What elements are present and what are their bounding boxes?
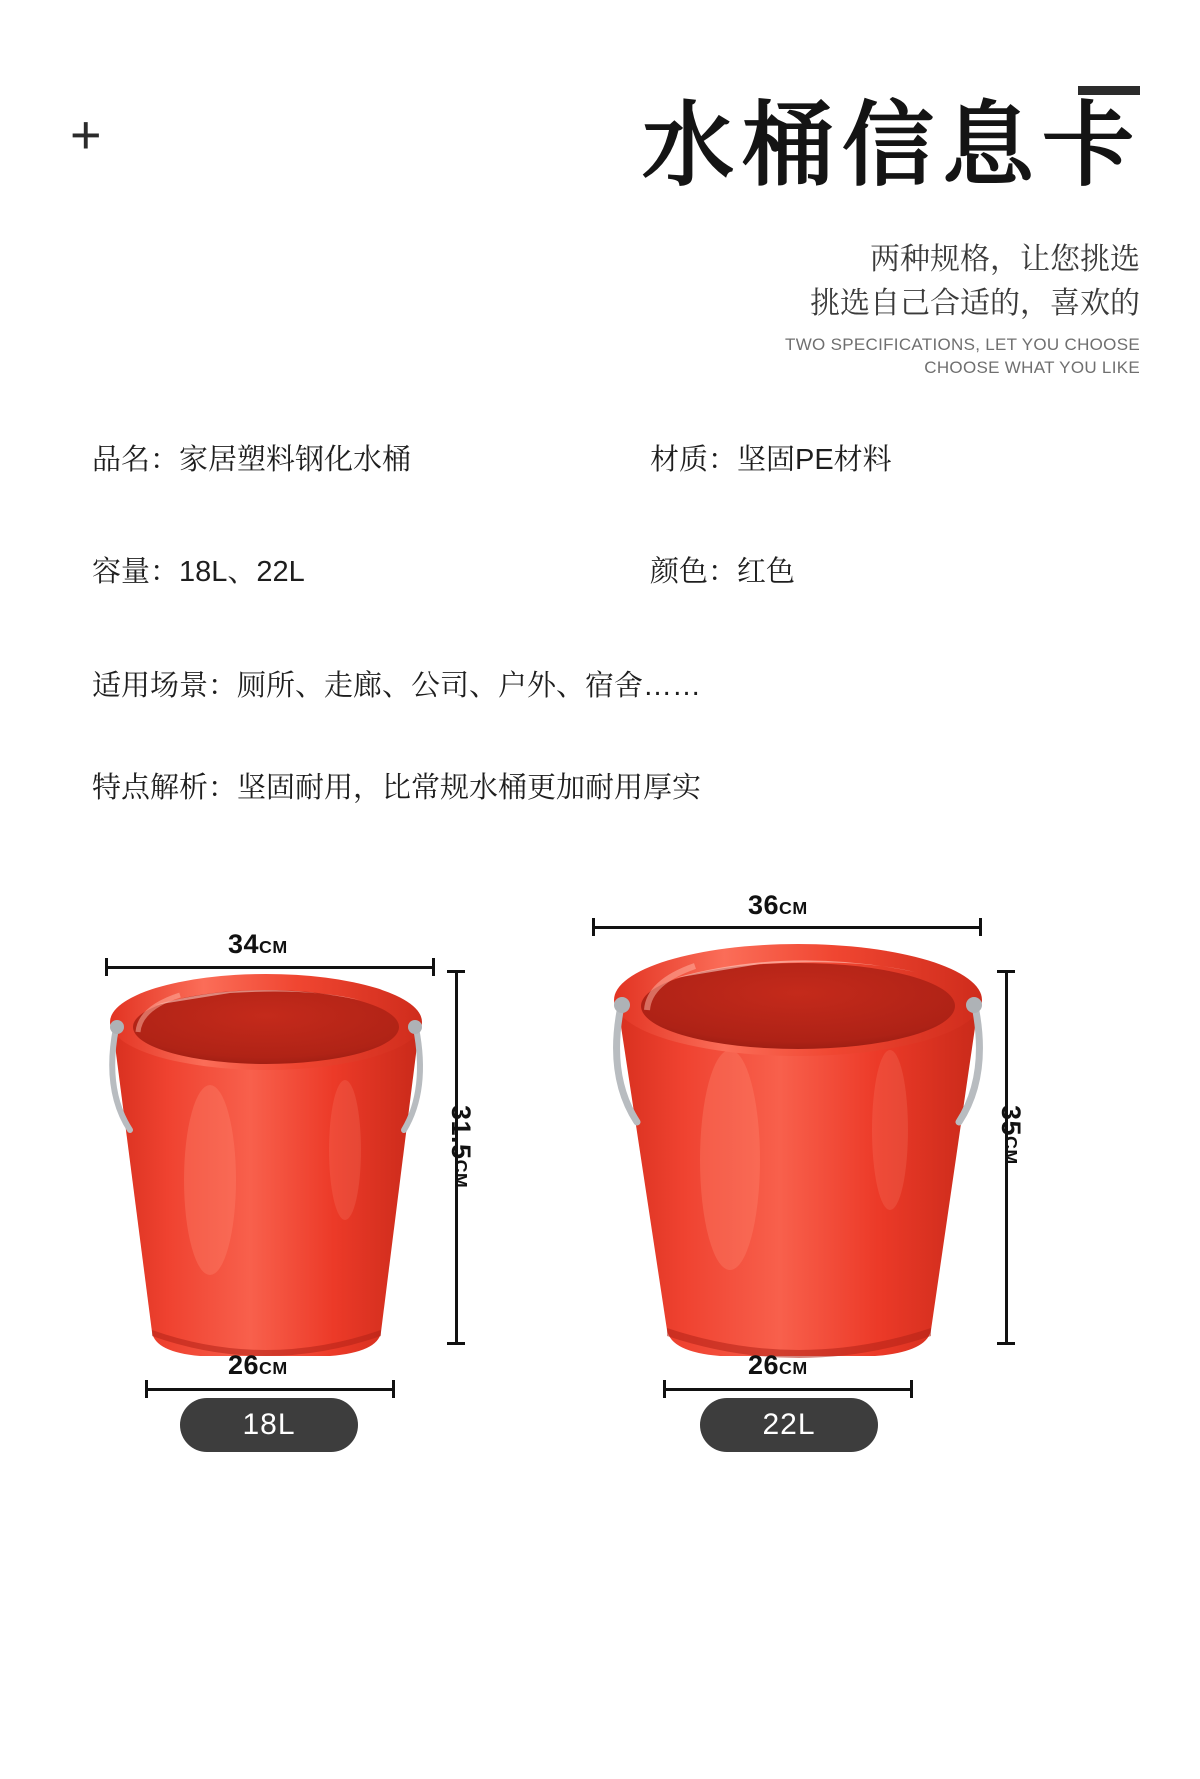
- capacity-badge-18l: 18L: [180, 1398, 358, 1452]
- dimension-label-height-22l: 35CM: [996, 1105, 1026, 1165]
- dimension-tick-top-left-18l: [105, 958, 108, 976]
- dimension-tick-top-left-22l: [592, 918, 595, 936]
- dimension-label-top-18l: 34CM: [228, 929, 288, 959]
- bucket-body-18l: [112, 1022, 420, 1356]
- spec-color: 颜色：红色: [650, 556, 796, 588]
- dimension-tick-height-top-22l: [997, 970, 1015, 973]
- dimension-tick-height-bottom-18l: [447, 1342, 465, 1345]
- dimension-label-bottom-18l: 26CM: [228, 1350, 288, 1380]
- spec-features: 特点解析：坚固耐用，比常规水桶更加耐用厚实: [92, 772, 702, 804]
- dimension-tick-height-bottom-22l: [997, 1342, 1015, 1345]
- subtitle-en-line-2: CHOOSE WHAT YOU LIKE: [924, 357, 1140, 377]
- dimension-line-bottom-22l: [663, 1388, 913, 1391]
- dimension-label-bottom-22l: 26CM: [748, 1350, 808, 1380]
- dimension-label-height-18l: 31.5CM: [446, 1105, 476, 1189]
- plus-icon: +: [70, 105, 102, 165]
- dimension-label-top-22l: 36CM: [748, 890, 808, 920]
- subtitle-english: [540, 334, 1140, 380]
- dimension-tick-bottom-left-18l: [145, 1380, 148, 1398]
- dimension-tick-top-right-22l: [979, 918, 982, 936]
- dimension-tick-height-top-18l: [447, 970, 465, 973]
- subtitle-en-line-1: TWO SPECIFICATIONS, LET YOU CHOOSE: [785, 335, 1140, 354]
- subtitle-chinese: [540, 238, 1140, 325]
- dimension-tick-bottom-left-22l: [663, 1380, 666, 1398]
- dimension-tick-top-right-18l: [432, 958, 435, 976]
- page-title: 水桶信息卡: [641, 95, 1142, 197]
- dash-decoration-icon: [1078, 86, 1140, 95]
- spec-use-scenes: 适用场景：厕所、走廊、公司、户外、宿舍……: [92, 670, 702, 702]
- dimension-tick-bottom-right-18l: [392, 1380, 395, 1398]
- subtitle-line-1: 两种规格，让您挑选: [870, 243, 1140, 276]
- subtitle-line-2: 挑选自己合适的，喜欢的: [810, 286, 1140, 320]
- dimension-line-top-18l: [105, 966, 435, 969]
- bucket-interior-22l: [641, 963, 955, 1049]
- spec-capacity: 容量：18L、22L: [92, 556, 305, 588]
- dimension-line-bottom-18l: [145, 1388, 395, 1391]
- spec-material: 材质：坚固PE材料: [650, 444, 892, 476]
- dimension-tick-bottom-right-22l: [910, 1380, 913, 1398]
- capacity-badge-22l: 22L: [700, 1398, 878, 1452]
- spec-product-name: 品名：家居塑料钢化水桶: [92, 444, 412, 476]
- dimension-line-top-22l: [592, 926, 982, 929]
